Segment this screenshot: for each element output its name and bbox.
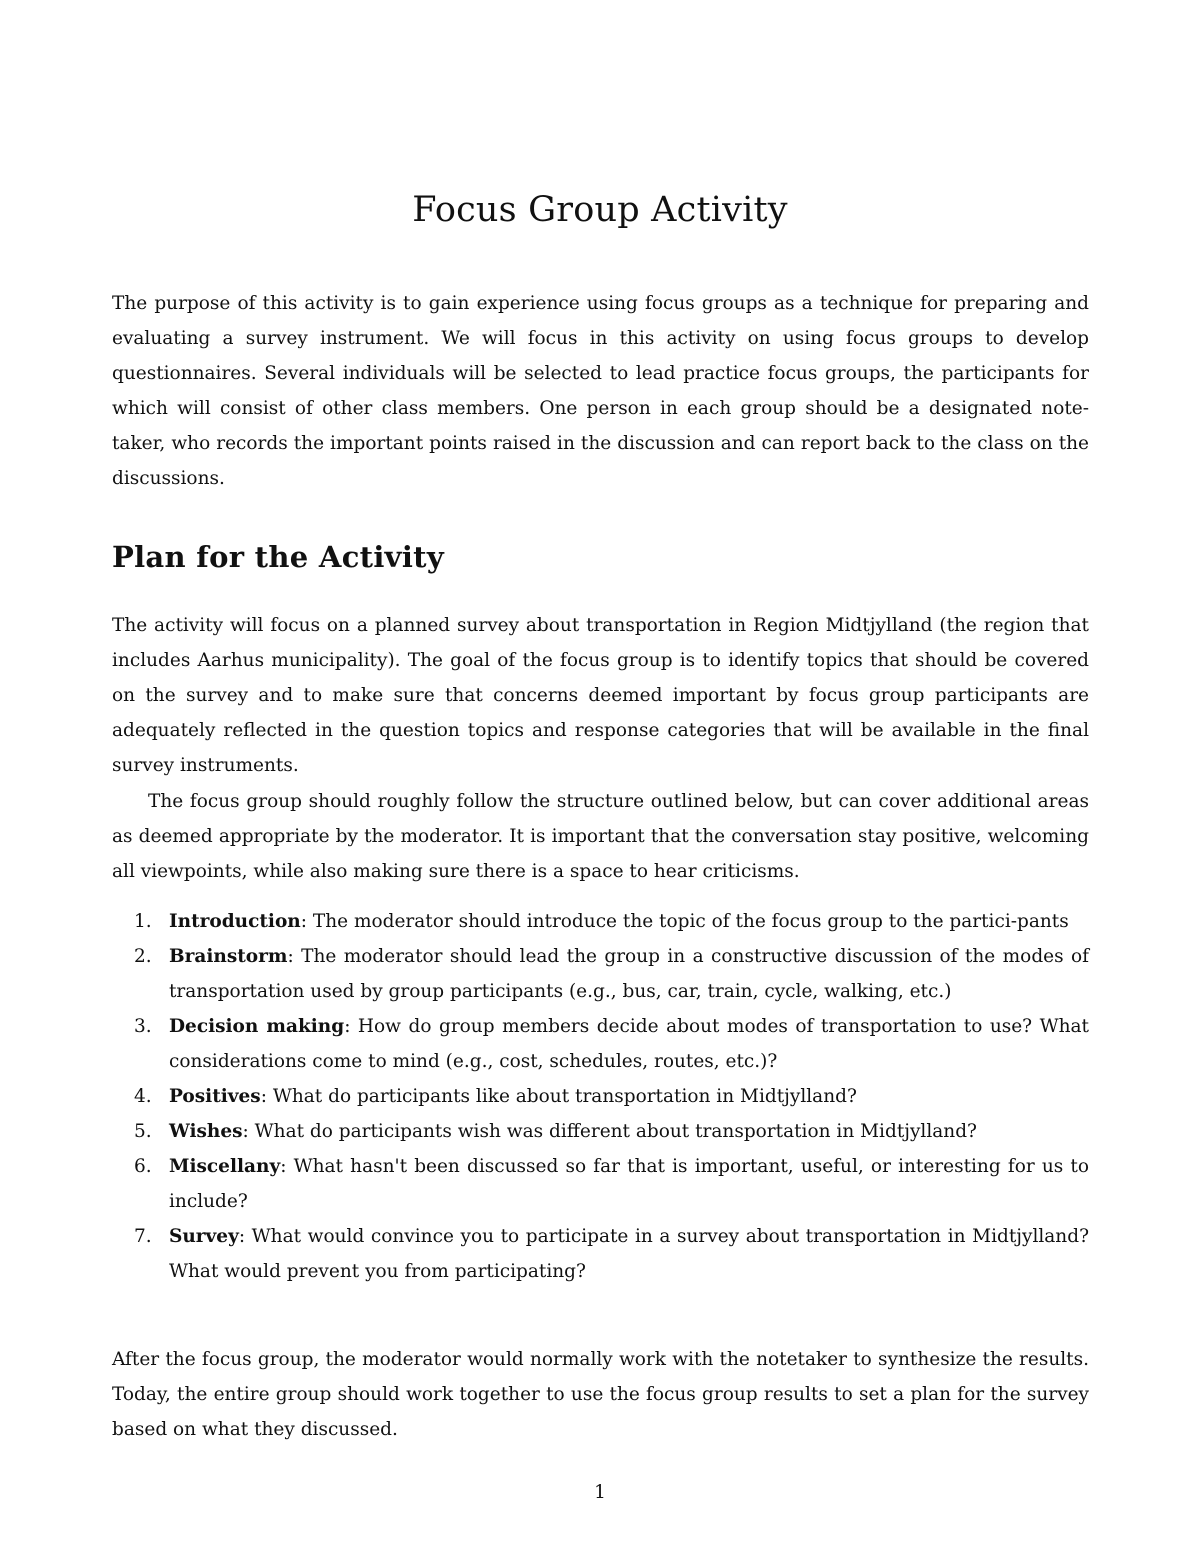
list-item-term: Survey [169, 1226, 239, 1247]
list-item-text: : What do participants wish was different about transportation in Midtjylland? [242, 1121, 977, 1142]
list-item-text: : How do group members decide about modes of transportation to use? What considerations come to mind (e.g., cost, schedules, routes, etc.)? [169, 1016, 1089, 1072]
list-item [112, 904, 1089, 939]
list-item-term: Introduction [169, 911, 301, 932]
page-number: 1 [594, 1482, 606, 1503]
list-item-term: Wishes [169, 1121, 243, 1142]
list-item-number: 1. [134, 911, 152, 932]
plan-paragraph-1: The activity will focus on a planned survey about transportation in Region Midtjylland (the region that includes Aarhus municipality). The goal of the focus group is to identify topics that should be covered on the survey and to make sure that concerns deemed important by focus group participants are adequately reflected in the question topics and response categories that will be available in the final survey instruments. [112, 615, 1089, 776]
list-item-number: 2. [134, 946, 152, 967]
list-item-number: 3. [134, 1016, 152, 1037]
page-title: Focus Group Activity [412, 190, 788, 230]
list-item [112, 1219, 1089, 1289]
list-item [112, 1149, 1089, 1219]
list-item-number: 5. [134, 1121, 152, 1142]
list-item-number: 7. [134, 1226, 152, 1247]
plan-paragraph-2: The focus group should roughly follow the structure outlined below, but can cover additional areas as deemed appropriate by the moderator. It is important that the conversation stay positive, welcoming all viewpoints, while also making sure there is a space to hear criticisms. [112, 791, 1089, 882]
list-item-text: : What would convince you to participate in a survey about transportation in Midtjylland? What would prevent you from participating? [169, 1226, 1089, 1282]
section-heading: Plan for the Activity [112, 540, 444, 574]
list-item-text: : The moderator should lead the group in a constructive discussion of the modes of transportation used by group participants (e.g., bus, car, train, cycle, walking, etc.) [169, 946, 1089, 1002]
list-item [112, 1009, 1089, 1079]
list-item [112, 1114, 1089, 1149]
list-item-text: : What do participants like about transportation in Midtjylland? [260, 1086, 857, 1107]
list-item-term: Decision making [169, 1016, 345, 1037]
intro-paragraph: The purpose of this activity is to gain experience using focus groups as a technique for preparing and evaluating a survey instrument. We will focus in this activity on using focus groups to develop questionnaires. Several individuals will be selected to lead practice focus groups, the participants for which will consist of other class members. One person in each group should be a designated note-taker, who records the important points raised in the discussion and can report back to the class on the discussions. [112, 293, 1089, 489]
activity-structure-list [112, 904, 1089, 1289]
list-item-term: Positives [169, 1086, 261, 1107]
list-item-term: Miscellany [169, 1156, 281, 1177]
closing-paragraph: After the focus group, the moderator would normally work with the notetaker to synthesize the results. Today, the entire group should work together to use the focus group results to set a plan for the survey based on what they discussed. [112, 1349, 1089, 1440]
list-item-number: 6. [134, 1156, 152, 1177]
list-item-text: : The moderator should introduce the topic of the focus group to the partici-pants [300, 911, 1069, 932]
list-item-text: : What hasn't been discussed so far that is important, useful, or interesting for us to include? [169, 1156, 1089, 1212]
list-item [112, 1079, 1089, 1114]
list-item-number: 4. [134, 1086, 152, 1107]
list-item [112, 939, 1089, 1009]
list-item-term: Brainstorm [169, 946, 288, 967]
